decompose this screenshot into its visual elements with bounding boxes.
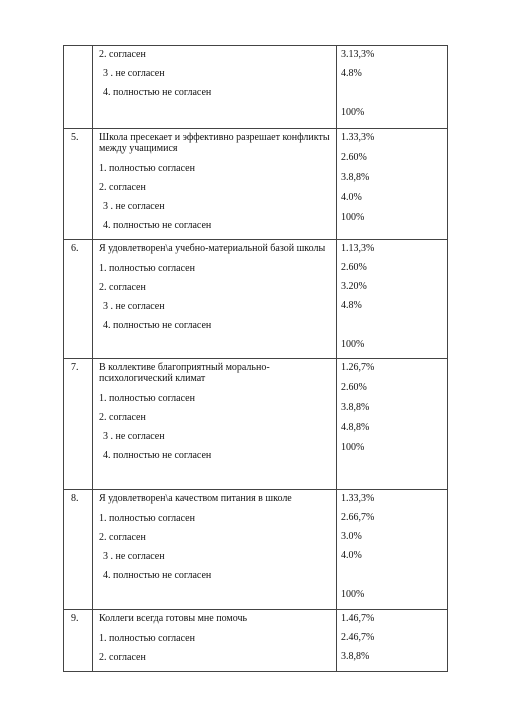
question-text: Я удовлетворен\а учебно-материальной базой школы xyxy=(99,243,326,254)
row-number: 7. xyxy=(64,359,93,490)
answer-option: 3 . не согласен xyxy=(103,431,165,442)
answer-option: 1. полностью согласен xyxy=(99,513,195,524)
result-value: 2.60% xyxy=(341,262,367,273)
result-value: 2.66,7% xyxy=(341,512,375,523)
result-value: 1.33,3% xyxy=(341,493,375,504)
answer-option: 4. полностью не согласен xyxy=(103,320,212,331)
values-cell xyxy=(337,490,448,610)
survey-results-table xyxy=(63,45,448,672)
question-text: Школа пресекает и эффективно разрешает конфликты между учащимися xyxy=(99,132,330,154)
result-value: 100% xyxy=(341,442,365,453)
answer-option: 4. полностью не согласен xyxy=(103,570,212,581)
question-text: Коллеги всегда готовы мне помочь xyxy=(99,613,248,624)
answer-option: 3 . не согласен xyxy=(103,201,165,212)
result-value: 2.46,7% xyxy=(341,632,375,643)
result-value: 4.8% xyxy=(341,68,362,79)
table-row xyxy=(64,359,448,490)
result-value: 4.0% xyxy=(341,550,362,561)
answer-option: 4. полностью не согласен xyxy=(103,450,212,461)
result-value: 1.13,3% xyxy=(341,243,375,254)
question-cell xyxy=(93,240,337,359)
answer-option: 1. полностью согласен xyxy=(99,633,195,644)
values-cell xyxy=(337,359,448,490)
result-value: 3.8,8% xyxy=(341,172,370,183)
answer-option: 2. согласен xyxy=(99,282,146,293)
answer-option: 2. согласен xyxy=(99,182,146,193)
question-cell xyxy=(93,359,337,490)
result-value: 3.13,3% xyxy=(341,49,375,60)
table-row xyxy=(64,490,448,610)
answer-option: 1. полностью согласен xyxy=(99,163,195,174)
answer-option: 1. полностью согласен xyxy=(99,393,195,404)
answer-option: 2. согласен xyxy=(99,532,146,543)
result-value: 100% xyxy=(341,589,365,600)
table-row xyxy=(64,129,448,240)
answer-option: 3 . не согласен xyxy=(103,551,165,562)
values-cell xyxy=(337,46,448,129)
result-value: 2.60% xyxy=(341,152,367,163)
question-cell xyxy=(93,490,337,610)
answer-option: 3 . не согласен xyxy=(103,301,165,312)
question-text: Я удовлетворен\а качеством питания в школе xyxy=(99,493,292,504)
result-value: 3.8,8% xyxy=(341,651,370,662)
result-value: 4.8,8% xyxy=(341,422,370,433)
table-row xyxy=(64,46,448,129)
result-value: 2.60% xyxy=(341,382,367,393)
question-cell xyxy=(93,46,337,129)
result-value: 1.26,7% xyxy=(341,362,375,373)
answer-option: 1. полностью согласен xyxy=(99,263,195,274)
answer-option: 2. согласен xyxy=(99,49,146,60)
result-value: 1.46,7% xyxy=(341,613,375,624)
table-row xyxy=(64,240,448,359)
row-number: 6. xyxy=(64,240,93,359)
question-text: В коллективе благоприятный морально-психологический климат xyxy=(99,362,270,384)
row-number: 8. xyxy=(64,490,93,610)
answer-option: 3 . не согласен xyxy=(103,68,165,79)
answer-option: 2. согласен xyxy=(99,412,146,423)
result-value: 3.8,8% xyxy=(341,402,370,413)
result-value: 100% xyxy=(341,339,365,350)
values-cell xyxy=(337,240,448,359)
values-cell xyxy=(337,610,448,672)
result-value: 100% xyxy=(341,107,365,118)
values-cell xyxy=(337,129,448,240)
row-number xyxy=(64,46,93,129)
table-row xyxy=(64,610,448,672)
result-value: 4.0% xyxy=(341,192,362,203)
question-cell xyxy=(93,610,337,672)
result-value: 100% xyxy=(341,212,365,223)
row-number: 5. xyxy=(64,129,93,240)
row-number: 9. xyxy=(64,610,93,672)
answer-option: 4. полностью не согласен xyxy=(103,87,212,98)
result-value: 4.8% xyxy=(341,300,362,311)
result-value: 3.0% xyxy=(341,531,362,542)
result-value: 1.33,3% xyxy=(341,132,375,143)
answer-option: 2. согласен xyxy=(99,652,146,663)
answer-option: 4. полностью не согласен xyxy=(103,220,212,231)
question-cell xyxy=(93,129,337,240)
result-value: 3.20% xyxy=(341,281,367,292)
